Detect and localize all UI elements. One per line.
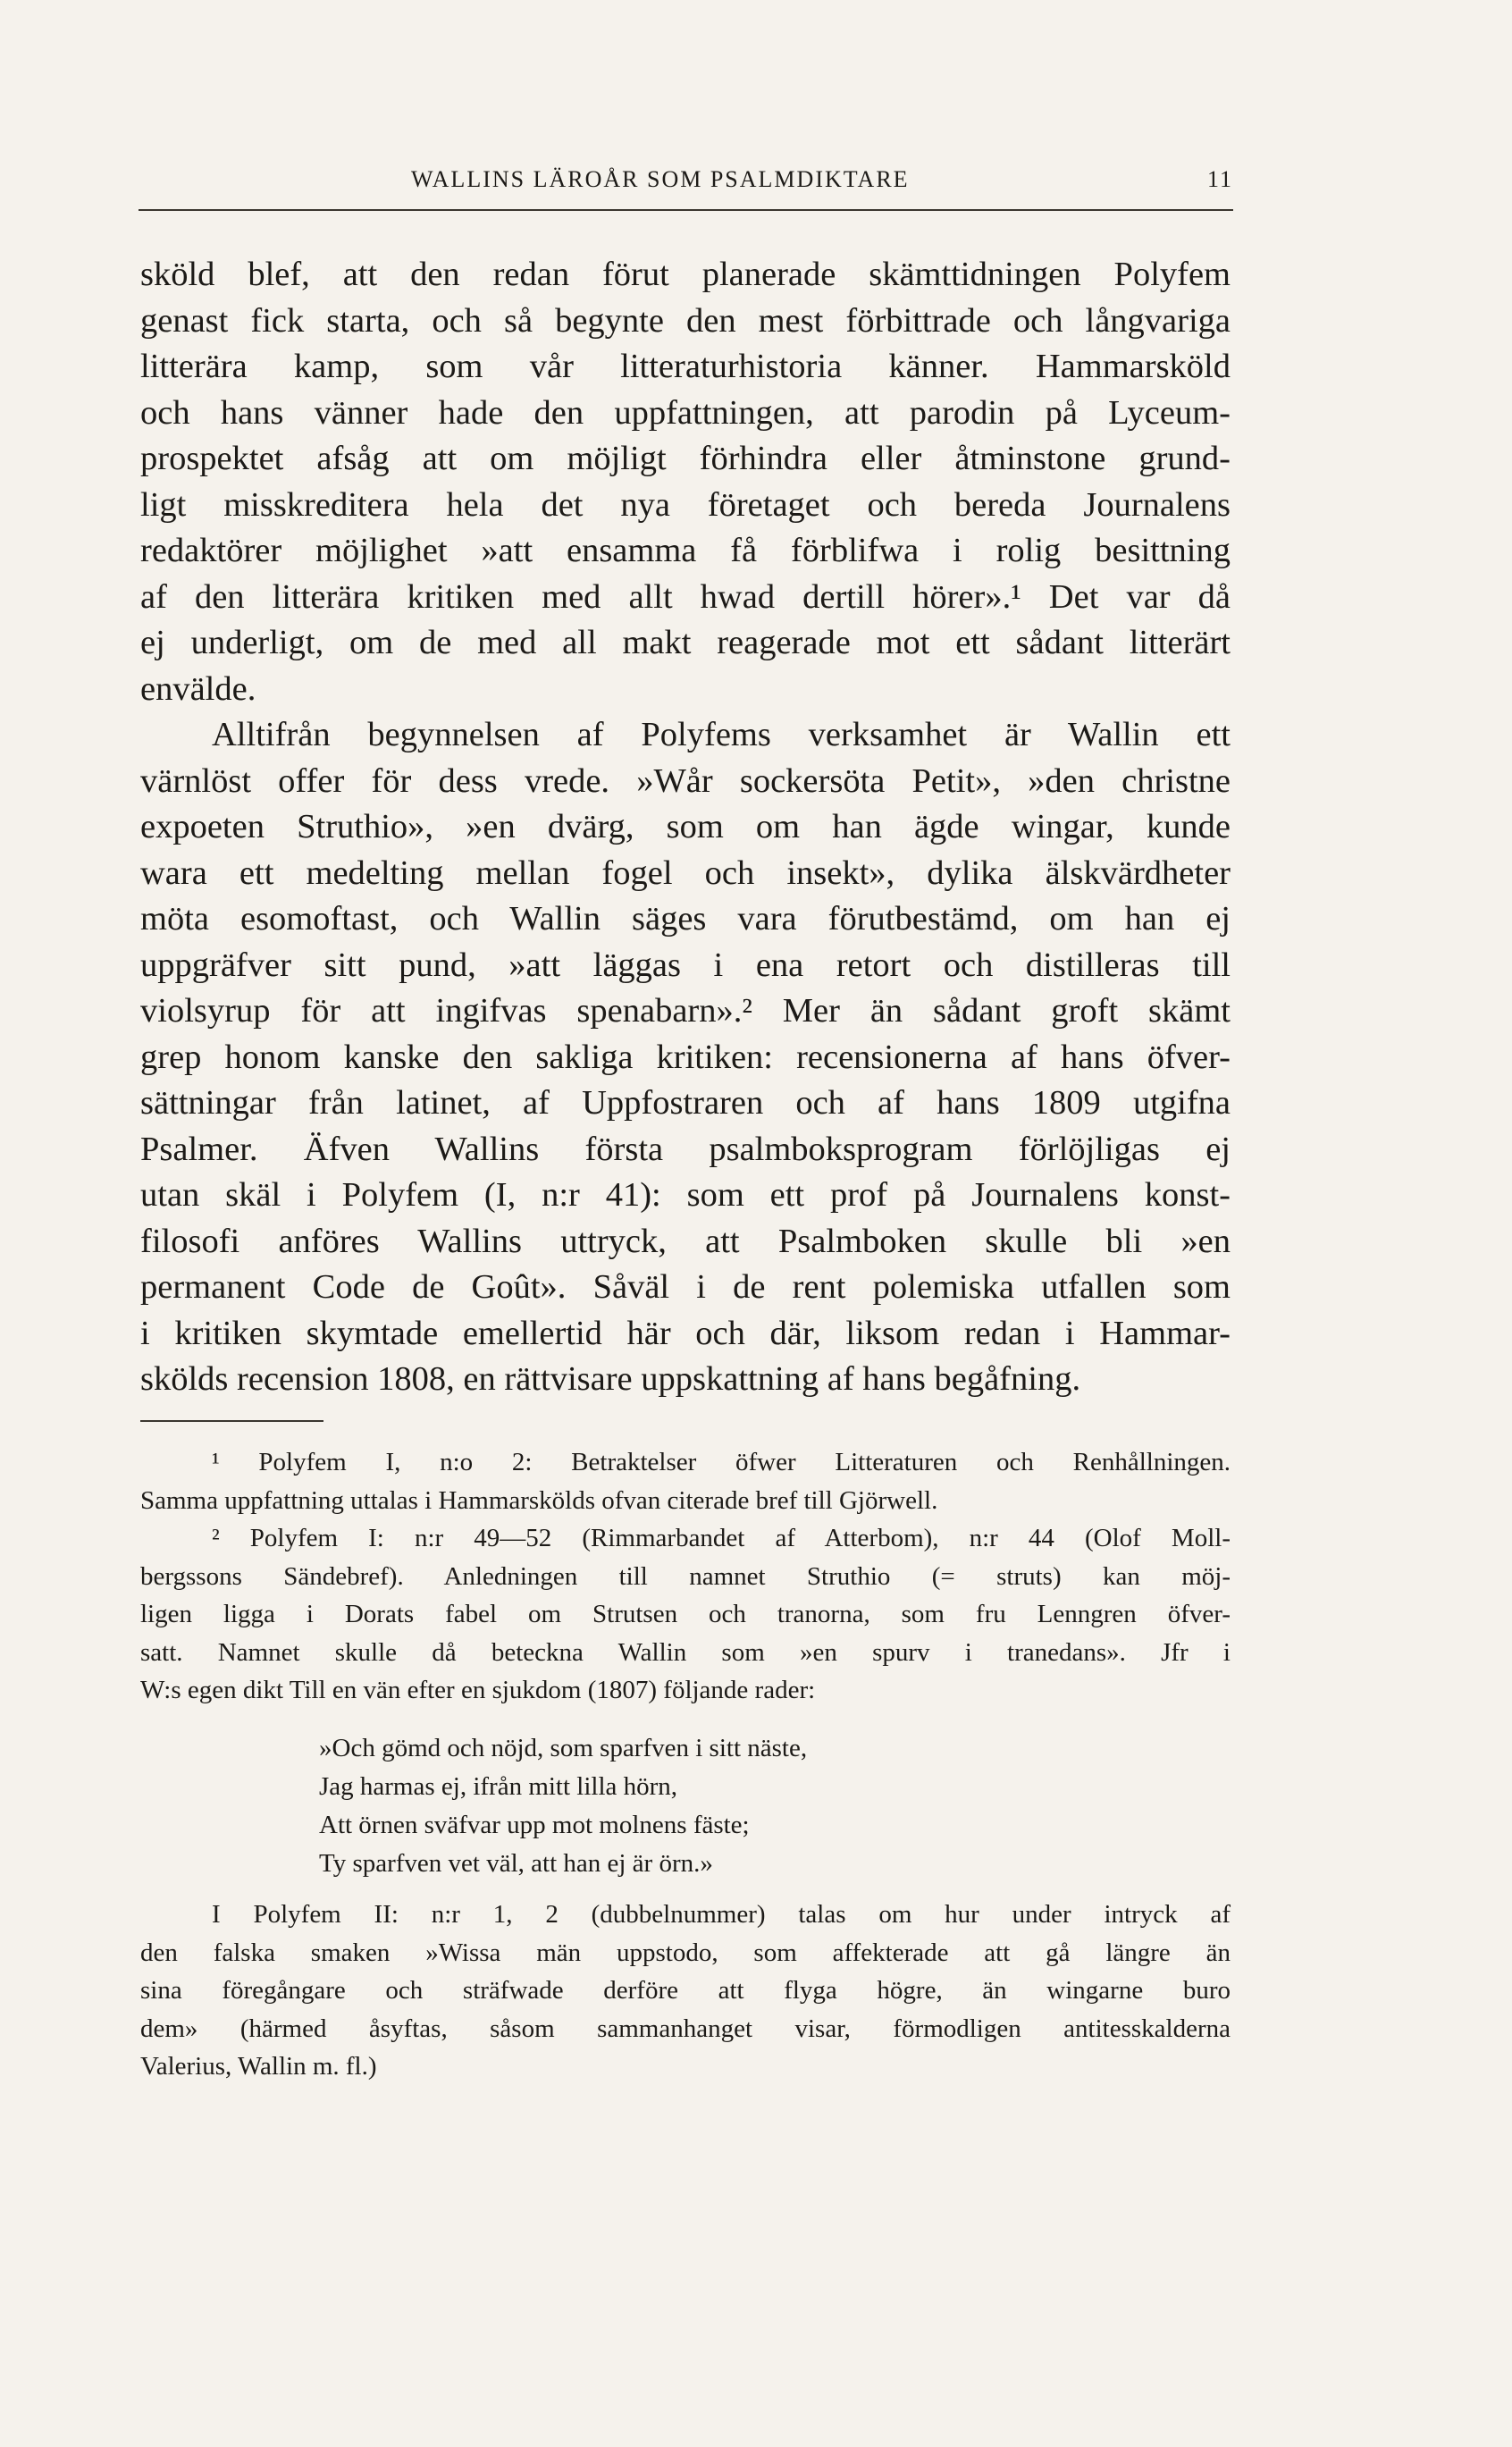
body-line: Psalmer. Äfven Wallins första psalmboksprogram förlöjligas ej	[140, 1130, 1231, 1168]
body-line: redaktörer möjlighet »att ensamma få förblifwa i rolig besittning	[140, 532, 1231, 569]
footnote-line: I Polyfem II: n:r 1, 2 (dubbelnummer) talas om hur under intryck af	[212, 1900, 1231, 1929]
body-line: sättningar från latinet, af Uppfostraren och af hans 1809 utgifna	[140, 1084, 1231, 1122]
body-line: genast fick starta, och så begynte den mest förbittrade och långvariga	[140, 301, 1231, 340]
body-line: envälde.	[140, 669, 256, 708]
body-line: uppgräfver sitt pund, »att läggas i ena retort och distilleras till	[140, 946, 1231, 984]
body-line: expoeten Struthio», »en dvärg, som om han ägde wingar, kunde	[140, 808, 1231, 845]
footnote-continuation	[140, 1896, 1231, 2086]
page-header	[139, 166, 1233, 202]
footnote-line: ligen ligga i Dorats fabel om Strutsen och tranorna, som fru Lenngren öfver-	[140, 1600, 1231, 1628]
body-line: permanent Code de Goût». Såväl i de rent polemiska utfallen som	[140, 1268, 1231, 1306]
body-line: skölds recension 1808, en rättvisare uppskattning af hans begåfning.	[140, 1360, 1081, 1398]
footnote-line: sina föregångare och sträfwade derföre att flyga högre, än wingarne buro	[140, 1976, 1231, 2005]
poem-line: Jag harmas ej, ifrån mitt lilla hörn,	[319, 1772, 678, 1801]
body-line: ej underligt, om de med all makt reagerade mot ett sådant litterärt	[140, 624, 1231, 661]
footnote-line: dem» (härmed åsyftas, såsom sammanhanget visar, förmodligen antitesskalderna	[140, 2014, 1231, 2043]
footnote-line: Samma uppfattning uttalas i Hammarskölds ofvan citerade bref till Gjörwell.	[140, 1485, 938, 1515]
body-line: och hans vänner hade den uppfattningen, att parodin på Lyceum-	[140, 393, 1231, 432]
footnote-line: W:s egen dikt Till en vän efter en sjukdom (1807) följande rader:	[140, 1676, 816, 1704]
body-line: af den litterära kritiken med allt hwad dertill hörer».¹ Det var då	[140, 577, 1231, 616]
footnote-line: den falska smaken »Wissa män uppstodo, som affekterade att gå längre än	[140, 1938, 1231, 1967]
footnote-rule	[140, 1420, 323, 1422]
footnotes	[140, 1443, 1231, 1710]
footnote-line: bergssons Sändebref). Anledningen till namnet Struthio (= struts) kan möj-	[140, 1561, 1231, 1591]
body-line: möta esomoftast, och Wallin säges vara förutbestämd, om han ej	[140, 900, 1231, 938]
footnote-line: ¹ Polyfem I, n:o 2: Betraktelser öfwer Litteraturen och Renhållningen.	[212, 1448, 1231, 1476]
body-line: prospektet afsåg att om möjligt förhindra eller åtminstone grund-	[140, 440, 1231, 477]
quoted-poem	[319, 1729, 1123, 1883]
body-line: violsyrup för att ingifvas spenabarn».² Mer än sådant groft skämt	[140, 992, 1231, 1030]
footnote-line: ² Polyfem I: n:r 49—52 (Rimmarbandet af Atterbom), n:r 44 (Olof Moll-	[212, 1524, 1231, 1552]
poem-line: »Och gömd och nöjd, som sparfven i sitt näste,	[319, 1734, 808, 1762]
page-number: 11	[1206, 166, 1233, 192]
running-title: WALLINS LÄROÅR SOM PSALMDIKTARE	[411, 166, 910, 192]
body-line: ligt misskreditera hela det nya företaget och bereda Journalens	[140, 485, 1231, 524]
body-line: i kritiken skymtade emellertid här och där, liksom redan i Hammar-	[140, 1314, 1231, 1352]
body-line: utan skäl i Polyfem (I, n:r 41): som ett prof på Journalens konst-	[140, 1176, 1231, 1214]
body-line: sköld blef, att den redan förut planerade skämttidningen Polyfem	[140, 256, 1231, 293]
body-line: Alltifrån begynnelsen af Polyfems verksamhet är Wallin ett	[212, 716, 1231, 753]
header-rule	[139, 209, 1233, 211]
footnote-line: satt. Namnet skulle då beteckna Wallin som »en spurv i tranedans». Jfr i	[140, 1637, 1231, 1667]
body-line: litterära kamp, som vår litteraturhistoria känner. Hammarsköld	[140, 348, 1231, 385]
poem-line: Att örnen sväfvar upp mot molnens fäste;	[319, 1811, 750, 1839]
body-line: värnlöst offer för dess vrede. »Wår sockersöta Petit», »den christne	[140, 761, 1231, 800]
body-text	[140, 252, 1231, 1403]
body-line: filosofi anföres Wallins uttryck, att Psalmboken skulle bli »en	[140, 1222, 1231, 1260]
poem-line: Ty sparfven vet väl, att han ej är örn.»	[319, 1849, 713, 1878]
footnote-line: Valerius, Wallin m. fl.)	[140, 2052, 377, 2081]
body-line: wara ett medelting mellan fogel och insekt», dylika älskvärdheter	[140, 854, 1231, 892]
body-line: grep honom kanske den sakliga kritiken: recensionerna af hans öfver-	[140, 1038, 1231, 1076]
